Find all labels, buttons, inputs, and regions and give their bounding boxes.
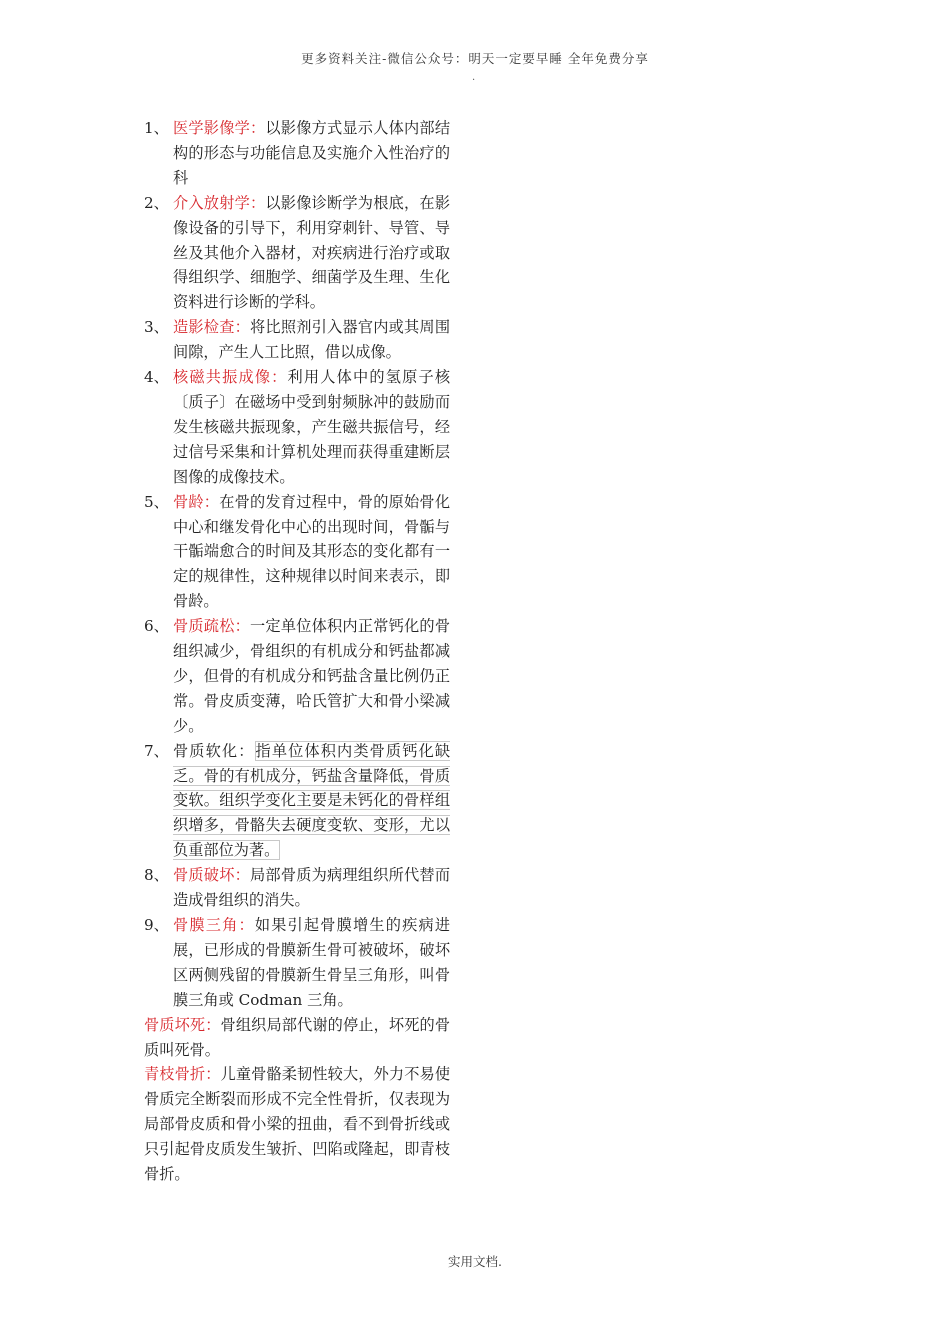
item-number: 7、 — [144, 741, 169, 760]
definition-item-7 — [144, 739, 450, 864]
definition-text: 儿童骨骼柔韧性较大，外力不易使骨质完全断裂而形成不完全性骨折，仅表现为局部骨皮质和骨小梁的扭曲，看不到骨折线或只引起骨皮质发生皱折、凹陷或隆起，即青枝骨折。 — [144, 1065, 451, 1184]
term-greenstick-fracture: 青枝骨折： — [144, 1065, 221, 1084]
definition-item-9 — [144, 913, 450, 1013]
definition-item-2 — [144, 191, 450, 316]
term-medical-imaging: 医学影像学： — [173, 119, 266, 137]
item-body — [173, 614, 450, 739]
definition-text: 以影像方式显示人体内部结构的形态与功能信息及实施介入性治疗的科 — [173, 119, 451, 187]
definition-item-3 — [144, 315, 450, 365]
definition-item-8 — [144, 863, 450, 913]
definition-item-6 — [144, 614, 450, 739]
definition-item-4 — [144, 365, 450, 490]
term-periosteal-triangle: 骨膜三角： — [173, 916, 255, 934]
item-body — [173, 116, 450, 191]
item-body — [173, 490, 450, 615]
term-bone-destruction: 骨质破坏： — [173, 866, 251, 885]
header-dot: . — [472, 72, 476, 83]
item-number: 2、 — [144, 193, 169, 212]
document-body — [144, 116, 450, 1187]
item-body — [173, 863, 450, 913]
definition-item-1 — [144, 116, 450, 191]
page-footer: 实用文档. — [448, 1254, 502, 1269]
term-osteoporosis: 骨质疏松： — [173, 617, 251, 636]
term-bone-necrosis: 骨质坏死： — [144, 1015, 221, 1034]
page-header: 更多资料关注-微信公众号：明天一定要早睡 全年免费分享 — [301, 51, 649, 66]
term-osteomalacia: 骨质软化： — [173, 741, 255, 760]
definition-text: 如果引起骨膜增生的疾病进展，已形成的骨膜新生骨可被破坏，破坏区两侧残留的骨膜新生骨呈三角形，叫骨膜三角或 Codman 三角。 — [173, 916, 451, 1009]
definition-text: 利用人体中的氢原子核〔质子〕在磁场中受到射频脉冲的鼓励而发生核磁共振现象，产生磁共振信号，经过信号采集和计算机处理而获得重建断层图像的成像技术。 — [173, 368, 451, 486]
definition-text: 骨组织局部代谢的停止，坏死的骨质叫死骨。 — [144, 1015, 451, 1059]
item-body — [173, 913, 450, 1013]
item-body — [173, 315, 450, 365]
item-body — [173, 191, 450, 316]
item-number: 6、 — [144, 617, 169, 636]
item-body — [173, 365, 450, 490]
definition-paragraph-bone-necrosis — [144, 1013, 450, 1063]
item-body — [173, 739, 450, 864]
item-number: 8、 — [144, 866, 169, 885]
term-bone-age: 骨龄： — [173, 492, 220, 511]
item-number: 3、 — [144, 318, 169, 337]
definition-paragraph-greenstick-fracture — [144, 1062, 450, 1187]
term-interventional-radiology: 介入放射学： — [173, 193, 266, 212]
item-number: 4、 — [144, 368, 169, 387]
item-number: 1、 — [144, 119, 169, 137]
definition-text: 以影像诊断学为根底，在影像设备的引导下，利用穿刺针、导管、导丝及其他介入器材，对疾病进行治疗或取得组织学、细胞学、细菌学及生理、生化资料进行诊断的学科。 — [173, 193, 451, 312]
definition-text: 局部骨质为病理组织所代替而造成骨组织的消失。 — [173, 866, 451, 910]
item-number: 9、 — [144, 916, 169, 934]
item-number: 5、 — [144, 492, 169, 511]
term-mri: 核磁共振成像： — [173, 368, 288, 387]
definition-text: 将比照剂引入器官内或其周围间隙，产生人工比照，借以成像。 — [173, 318, 451, 362]
definition-item-5 — [144, 490, 450, 615]
definition-text: 在骨的发育过程中，骨的原始骨化中心和继发骨化中心的出现时间，骨骺与干骺端愈合的时间及其形态的变化都有一定的规律性，这种规律以时间来表示，即骨龄。 — [173, 492, 451, 611]
definition-text-boxed: 指单位体积内类骨质钙化缺乏。骨的有机成分，钙盐含量降低，骨质变软。组织学变化主要是未钙化的骨样组织增多，骨骼失去硬度变软、变形，尤以负重部位为著。 — [173, 741, 451, 860]
term-contrast-examination: 造影检查： — [173, 318, 251, 337]
definition-text: 一定单位体积内正常钙化的骨组织减少，骨组织的有机成分和钙盐都减少，但骨的有机成分和钙盐含量比例仍正常。骨皮质变薄，哈氏管扩大和骨小梁减少。 — [173, 617, 451, 735]
